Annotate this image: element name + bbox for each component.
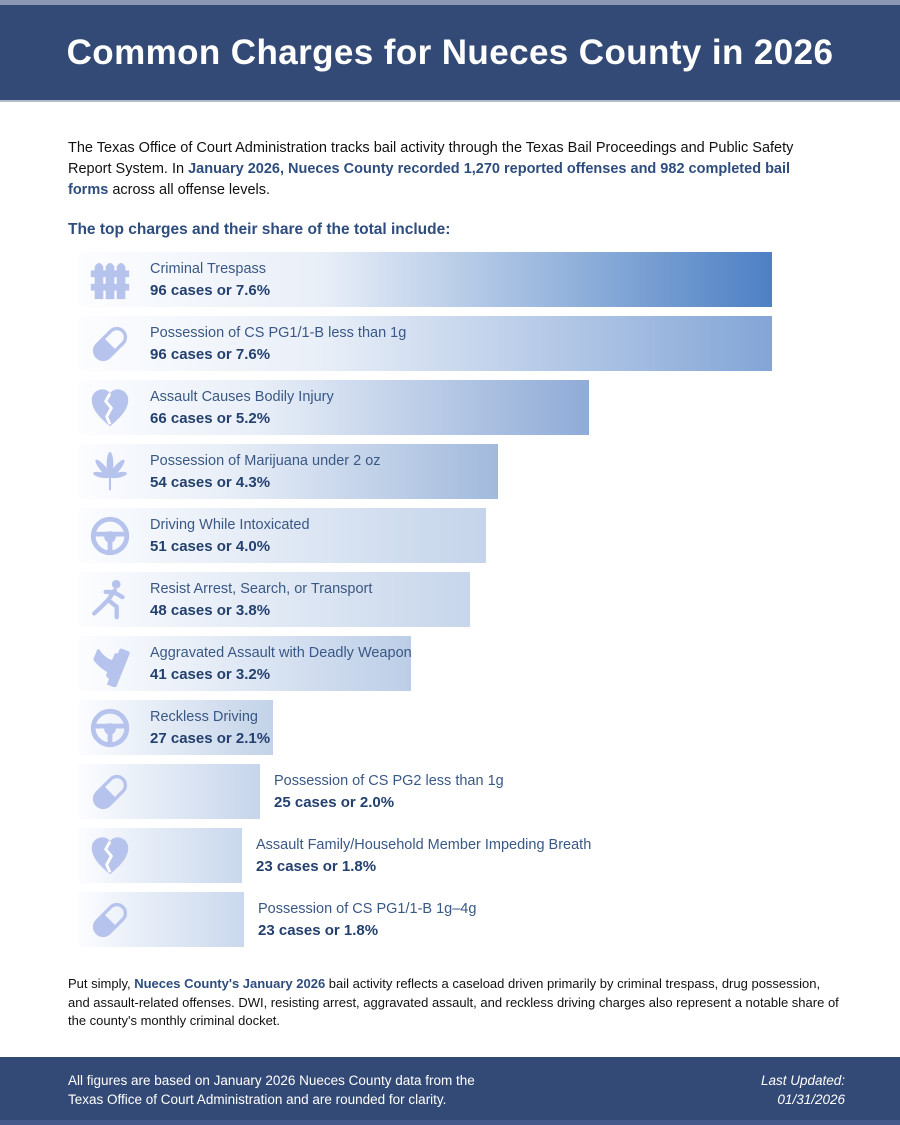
charge-label: Possession of CS PG1/1-B less than 1g bbox=[150, 324, 407, 341]
chart-row bbox=[78, 572, 778, 627]
chart-row bbox=[78, 764, 778, 819]
chart-heading: The top charges and their share of the total include: bbox=[68, 221, 451, 238]
charge-value: 51 cases or 4.0% bbox=[150, 537, 271, 555]
chart-row bbox=[78, 892, 778, 947]
chart-row bbox=[78, 252, 778, 307]
marijuana-leaf-icon bbox=[87, 449, 133, 495]
page-title: Common Charges for Nueces County in 2026 bbox=[66, 32, 834, 72]
last-updated bbox=[761, 1071, 845, 1109]
summary-paragraph bbox=[68, 975, 840, 1031]
bar-label-group bbox=[150, 389, 334, 427]
charge-label: Driving While Intoxicated bbox=[150, 516, 310, 533]
bottom-border-strip bbox=[0, 1120, 900, 1125]
chart-row bbox=[78, 380, 778, 435]
bar-label-group bbox=[150, 453, 381, 491]
chart-row bbox=[78, 316, 778, 371]
chart-row bbox=[78, 444, 778, 499]
intro-paragraph bbox=[68, 138, 834, 201]
charge-label: Reckless Driving bbox=[150, 708, 258, 725]
charge-label: Resist Arrest, Search, or Transport bbox=[150, 580, 373, 597]
charge-value: 66 cases or 5.2% bbox=[150, 409, 271, 427]
charge-label: Criminal Trespass bbox=[150, 260, 267, 277]
footer-note bbox=[68, 1071, 475, 1109]
charge-value: 23 cases or 1.8% bbox=[256, 857, 377, 875]
chart-row bbox=[78, 636, 778, 691]
bar-label-group bbox=[258, 901, 476, 939]
pill-icon bbox=[87, 769, 133, 815]
summary-text-after: bail activity reflects a caseload driven primarily by criminal trespass, drug possession, and assault-related offenses. DWI, resisting arrest, aggravated assault, and reckless driving charges also represent a notable share of the county's monthly criminal docket. bbox=[68, 976, 839, 1028]
chart-row bbox=[78, 700, 778, 755]
intro-highlight: January 2026, Nueces County recorded 1,270 reported offenses and 982 completed bail forms bbox=[68, 161, 791, 198]
charge-value: 96 cases or 7.6% bbox=[150, 281, 271, 299]
charge-label: Assault Causes Bodily Injury bbox=[150, 388, 334, 405]
fence-icon bbox=[87, 257, 133, 303]
bar-label-group bbox=[150, 645, 412, 683]
charge-value: 54 cases or 4.3% bbox=[150, 473, 271, 491]
charge-value: 27 cases or 2.1% bbox=[150, 729, 271, 747]
intro-text-after: across all offense levels. bbox=[108, 182, 271, 198]
bar-label-group bbox=[150, 261, 270, 299]
bar-label-group bbox=[150, 517, 310, 555]
charge-label: Possession of Marijuana under 2 oz bbox=[150, 452, 381, 469]
header-banner bbox=[0, 5, 900, 102]
footer-note-line1: All figures are based on January 2026 Nueces County data from the bbox=[68, 1073, 475, 1088]
footer-note-line2: Texas Office of Court Administration and are rounded for clarity. bbox=[68, 1092, 447, 1107]
charge-label: Possession of CS PG1/1-B 1g–4g bbox=[258, 900, 477, 917]
charge-value: 48 cases or 3.8% bbox=[150, 601, 271, 619]
charge-value: 96 cases or 7.6% bbox=[150, 345, 271, 363]
last-updated-date: 01/31/2026 bbox=[777, 1092, 845, 1107]
charge-label: Assault Family/Household Member Impeding Breath bbox=[256, 836, 592, 853]
charge-value: 25 cases or 2.0% bbox=[274, 793, 395, 811]
footer-banner bbox=[0, 1057, 900, 1125]
broken-heart-icon bbox=[87, 385, 133, 431]
last-updated-label: Last Updated: bbox=[760, 1073, 845, 1088]
steering-wheel-icon bbox=[87, 705, 133, 751]
charge-value: 41 cases or 3.2% bbox=[150, 665, 271, 683]
pill-icon bbox=[87, 897, 133, 943]
broken-heart-icon bbox=[87, 833, 133, 879]
pill-icon bbox=[87, 321, 133, 367]
bar-chart bbox=[78, 252, 840, 947]
running-person-icon bbox=[87, 577, 133, 623]
charge-label: Aggravated Assault with Deadly Weapon bbox=[150, 644, 412, 661]
summary-text-before: Put simply, bbox=[68, 976, 135, 991]
chart-row bbox=[78, 828, 778, 883]
handgun-icon bbox=[87, 641, 133, 687]
bar-label-group bbox=[150, 325, 406, 363]
bar-label-group bbox=[274, 773, 504, 811]
intro-text-before: The Texas Office of Court Administration tracks bail activity through the Texas Bail Proceedings and Public Safety Report System. In bbox=[68, 140, 794, 177]
content-area bbox=[0, 138, 900, 1031]
bar-label-group bbox=[150, 581, 372, 619]
bar-label-group bbox=[150, 709, 270, 747]
summary-highlight: Nueces County's January 2026 bbox=[134, 976, 326, 991]
charge-value: 23 cases or 1.8% bbox=[258, 921, 379, 939]
chart-row bbox=[78, 508, 778, 563]
steering-wheel-icon bbox=[87, 513, 133, 559]
bar-label-group bbox=[256, 837, 591, 875]
charge-label: Possession of CS PG2 less than 1g bbox=[274, 772, 504, 789]
